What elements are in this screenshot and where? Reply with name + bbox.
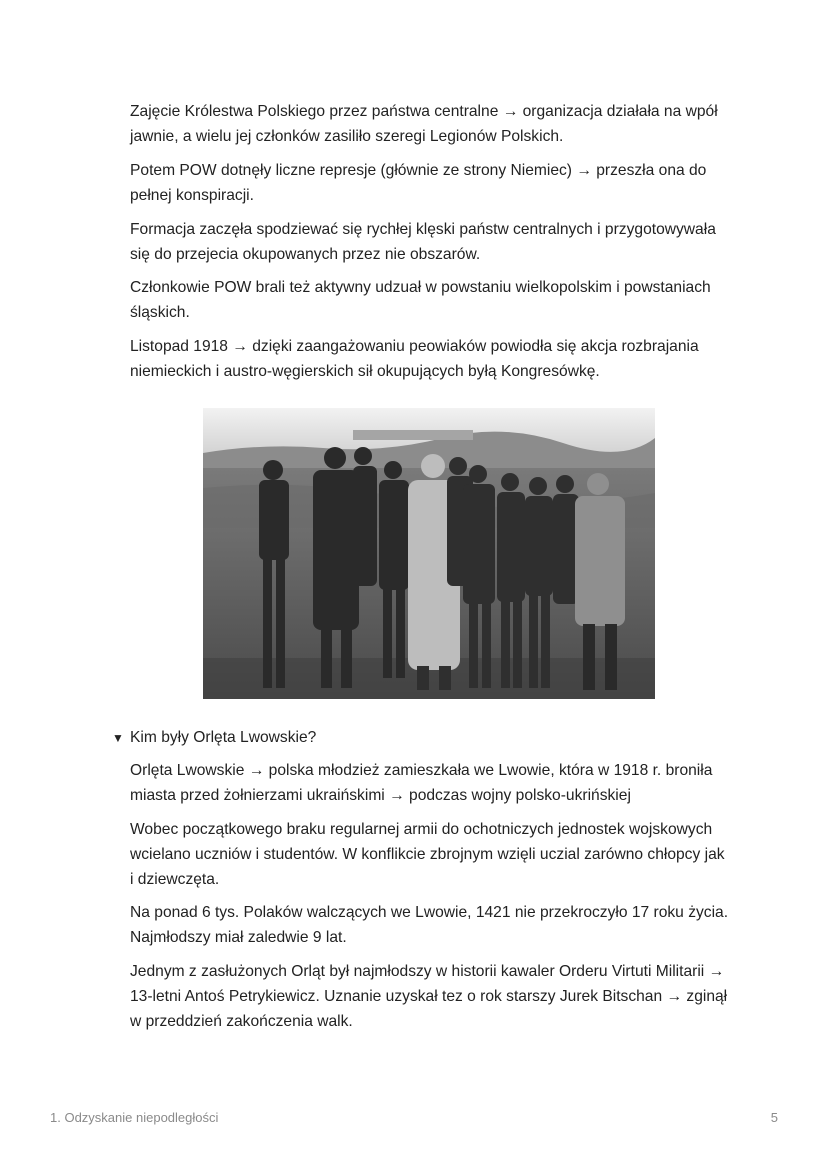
footer-page-number: 5 bbox=[770, 1110, 778, 1125]
toggle-label: Kim były Orlęta Lwowskie? bbox=[130, 729, 317, 746]
paragraph: Orlęta Lwowskie → polska młodzież zamieszkała we Lwowie, która w 1918 r. broniła miasta przed żołnierzami ukraińskimi → podczas wojny polsko-ukrińskiej bbox=[130, 762, 713, 804]
paragraph: Na ponad 6 tys. Polaków walczących we Lwowie, 1421 nie przekroczyło 17 roku życia. Najmłodszy miał zaledwie 9 lat. bbox=[130, 904, 729, 946]
paragraph: Jednym z zasłużonych Orląt był najmłodszy w historii kawaler Orderu Virtuti Militarii → 13-letni Antoś Petrykiewicz. Uznanie uzyskał tez o rok starszy Jurek Bitschan → zginął w przeddzień zakończenia walk. bbox=[130, 963, 728, 1030]
footer-chapter-title: 1. Odzyskanie niepodległości bbox=[50, 1110, 219, 1125]
historical-group-photo bbox=[203, 408, 655, 699]
paragraph: Potem POW dotnęły liczne represje (głównie ze strony Niemiec) → przeszła ona do pełnej konspiracji. bbox=[130, 162, 707, 204]
paragraph: Listopad 1918 → dzięki zaangażowaniu peowiaków powiodła się akcja rozbrajania niemieckich i austro-węgierskich sił okupujących byłą Kongresówkę. bbox=[130, 338, 699, 380]
toggle-orleta-lwowskie[interactable] bbox=[112, 727, 316, 749]
paragraph: Formacja zaczęła spodziewać się rychłej klęski państw centralnych i przygotowywała się do przejecia okupowanych przez nie obszarów. bbox=[130, 221, 716, 263]
paragraph: Wobec początkowego braku regularnej armii do ochotniczych jednostek wojskowych wcielano uczniów i studentów. W konflikcie zbrojnym wzięli uczial zarówno chłopcy jak i dziewczęta. bbox=[130, 821, 725, 888]
paragraph: Członkowie POW brali też aktywny udzuał w powstaniu wielkopolskim i powstaniach śląskich. bbox=[130, 279, 711, 321]
photo-illustration bbox=[203, 408, 655, 699]
paragraph: Zajęcie Królestwa Polskiego przez państwa centralne → organizacja działała na wpół jawnie, a wielu jej członków zasiliło szeregi Legionów Polskich. bbox=[130, 103, 718, 145]
triangle-down-icon[interactable]: ▼ bbox=[112, 731, 124, 745]
